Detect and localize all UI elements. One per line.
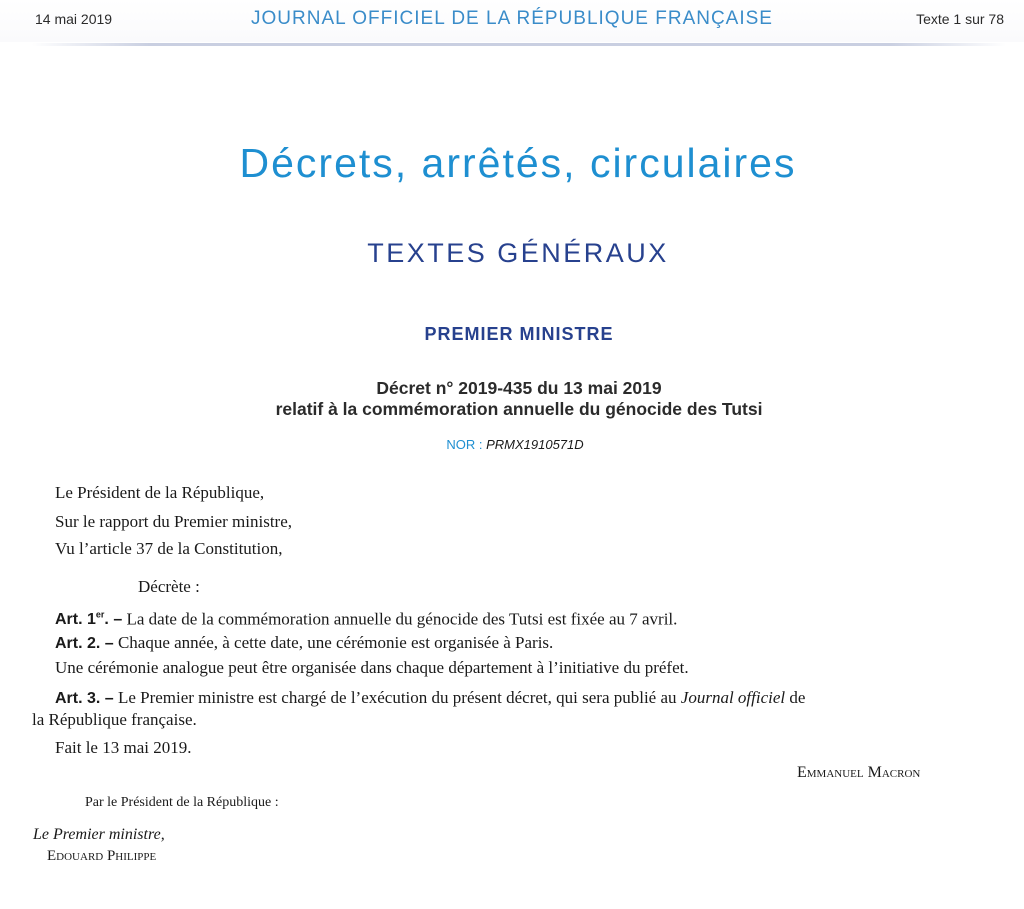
- par-le-president: Par le Président de la République :: [85, 795, 279, 810]
- decret-title: [0, 378, 1024, 420]
- fait-le: Fait le 13 mai 2019.: [55, 738, 192, 757]
- article-2-text-2: Une cérémonie analogue peut être organisée dans chaque département à l’initiative du préfet.: [55, 658, 689, 677]
- decret-title-line1: Décret n° 2019-435 du 13 mai 2019: [376, 378, 662, 398]
- visa-constitution: Vu l’article 37 de la Constitution,: [55, 539, 283, 558]
- article-1-label: Art. 1er. –: [55, 610, 123, 629]
- article-3-text-line2: la République française.: [32, 710, 197, 729]
- article-2-label: Art. 2. –: [55, 635, 114, 652]
- header-date: 14 mai 2019: [35, 11, 113, 27]
- signature-premier-ministre: Edouard Philippe: [47, 848, 157, 864]
- header-texte-count: Texte 1 sur 78: [916, 11, 1004, 27]
- header-divider: [32, 43, 1006, 46]
- ministere-title: PREMIER MINISTRE: [424, 324, 614, 344]
- article-3: [55, 687, 805, 710]
- rubrique-title: Décrets, arrêtés, circulaires: [239, 140, 797, 186]
- article-1: [55, 604, 677, 631]
- visa-president: Le Président de la République,: [55, 483, 265, 502]
- article-3-label: Art. 3. –: [55, 690, 114, 707]
- decret-title-line2: relatif à la commémoration annuelle du génocide des Tutsi: [275, 399, 763, 419]
- page-header: [0, 0, 1024, 42]
- nor-value: PRMX1910571D: [486, 437, 584, 452]
- article-2-text: Chaque année, à cette date, une cérémonie est organisée à Paris.: [117, 633, 554, 652]
- decrete-label: Décrète :: [138, 577, 200, 596]
- article-1-text: La date de la commémoration annuelle du génocide des Tutsi est fixée au 7 avril.: [126, 609, 678, 629]
- visa-rapport: Sur le rapport du Premier ministre,: [55, 512, 293, 531]
- signature-president: Emmanuel Macron: [797, 764, 921, 781]
- nor-label: NOR :: [446, 437, 483, 452]
- fonction-premier-ministre: Le Premier ministre,: [33, 826, 165, 843]
- article-3-text: Le Premier ministre est chargé de l’exécution du présent décret, qui sera publié au Journal officiel de: [117, 688, 806, 707]
- article-2: [55, 632, 553, 655]
- journal-officiel-italic: Journal officiel: [680, 688, 786, 707]
- section-title: TEXTES GÉNÉRAUX: [367, 238, 669, 268]
- header-journal-title: JOURNAL OFFICIEL DE LA RÉPUBLIQUE FRANÇAISE: [251, 8, 773, 29]
- nor-reference: [0, 437, 1024, 452]
